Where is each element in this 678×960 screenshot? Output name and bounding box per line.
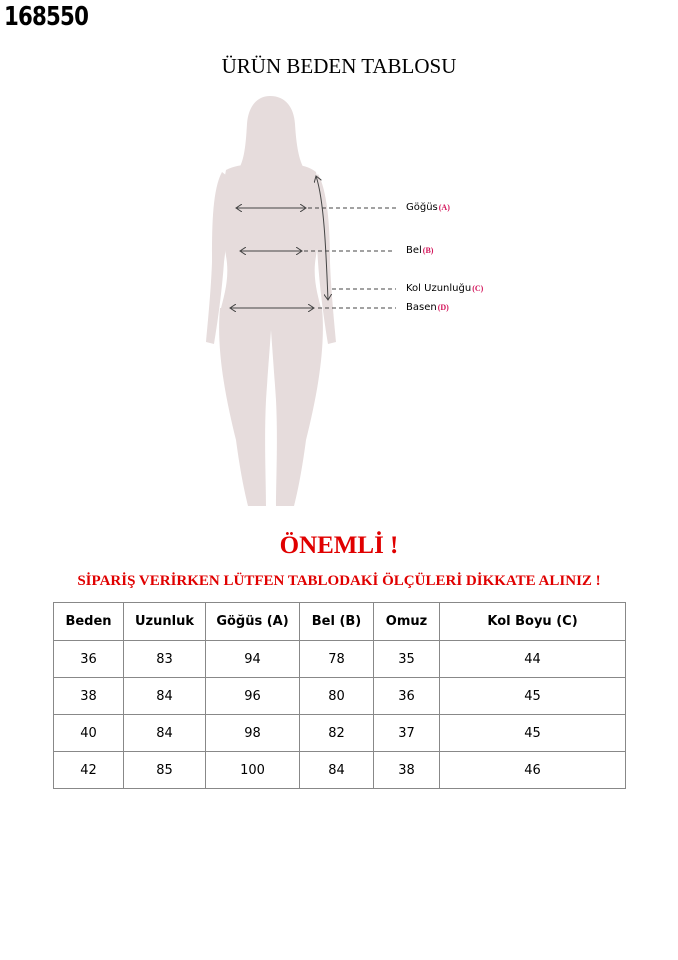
label-chest-tag: (A): [438, 203, 450, 212]
table-cell: 83: [124, 641, 206, 678]
label-chest: [406, 202, 450, 213]
label-hip: [406, 302, 449, 313]
column-header: Beden: [54, 603, 124, 641]
table-cell: 42: [54, 752, 124, 789]
table-cell: 100: [206, 752, 300, 789]
label-waist-text: Bel: [406, 245, 422, 256]
table-cell: 98: [206, 715, 300, 752]
label-sleeve-text: Kol Uzunluğu: [406, 283, 472, 294]
woman-silhouette: [206, 96, 336, 506]
table-cell: 36: [54, 641, 124, 678]
table-cell: 37: [374, 715, 440, 752]
table-row: [54, 641, 626, 678]
column-header: Bel (B): [300, 603, 374, 641]
table-cell: 82: [300, 715, 374, 752]
table-row: [54, 678, 626, 715]
page-title: ÜRÜN BEDEN TABLOSU: [221, 54, 457, 78]
label-sleeve-tag: (C): [472, 284, 484, 293]
table-header-row: [54, 603, 626, 641]
table-cell: 84: [124, 715, 206, 752]
column-header: Kol Boyu (C): [440, 603, 626, 641]
important-heading: ÖNEMLİ !: [279, 532, 399, 559]
label-sleeve: [406, 283, 483, 294]
column-header: Omuz: [374, 603, 440, 641]
product-code: 168550: [4, 2, 89, 32]
table-cell: 40: [54, 715, 124, 752]
table-cell: 45: [440, 678, 626, 715]
column-header: Göğüs (A): [206, 603, 300, 641]
table-cell: 84: [300, 752, 374, 789]
table-cell: 46: [440, 752, 626, 789]
table-cell: 38: [374, 752, 440, 789]
warning-text: SİPARİŞ VERİRKEN LÜTFEN TABLODAKİ ÖLÇÜLERİ DİKKATE ALINIZ !: [77, 573, 601, 589]
label-chest-text: Göğüs: [406, 202, 438, 213]
column-header: Uzunluk: [124, 603, 206, 641]
table-cell: 35: [374, 641, 440, 678]
label-hip-tag: (D): [437, 303, 449, 312]
table-cell: 80: [300, 678, 374, 715]
table-cell: 38: [54, 678, 124, 715]
table-cell: 94: [206, 641, 300, 678]
label-waist: [406, 245, 433, 256]
label-hip-text: Basen: [406, 302, 437, 313]
table-cell: 36: [374, 678, 440, 715]
table-cell: 45: [440, 715, 626, 752]
table-cell: 84: [124, 678, 206, 715]
table-cell: 44: [440, 641, 626, 678]
table-cell: 96: [206, 678, 300, 715]
label-waist-tag: (B): [422, 246, 434, 255]
table-row: [54, 715, 626, 752]
table-cell: 85: [124, 752, 206, 789]
size-table: [53, 602, 626, 789]
table-row: [54, 752, 626, 789]
table-cell: 78: [300, 641, 374, 678]
